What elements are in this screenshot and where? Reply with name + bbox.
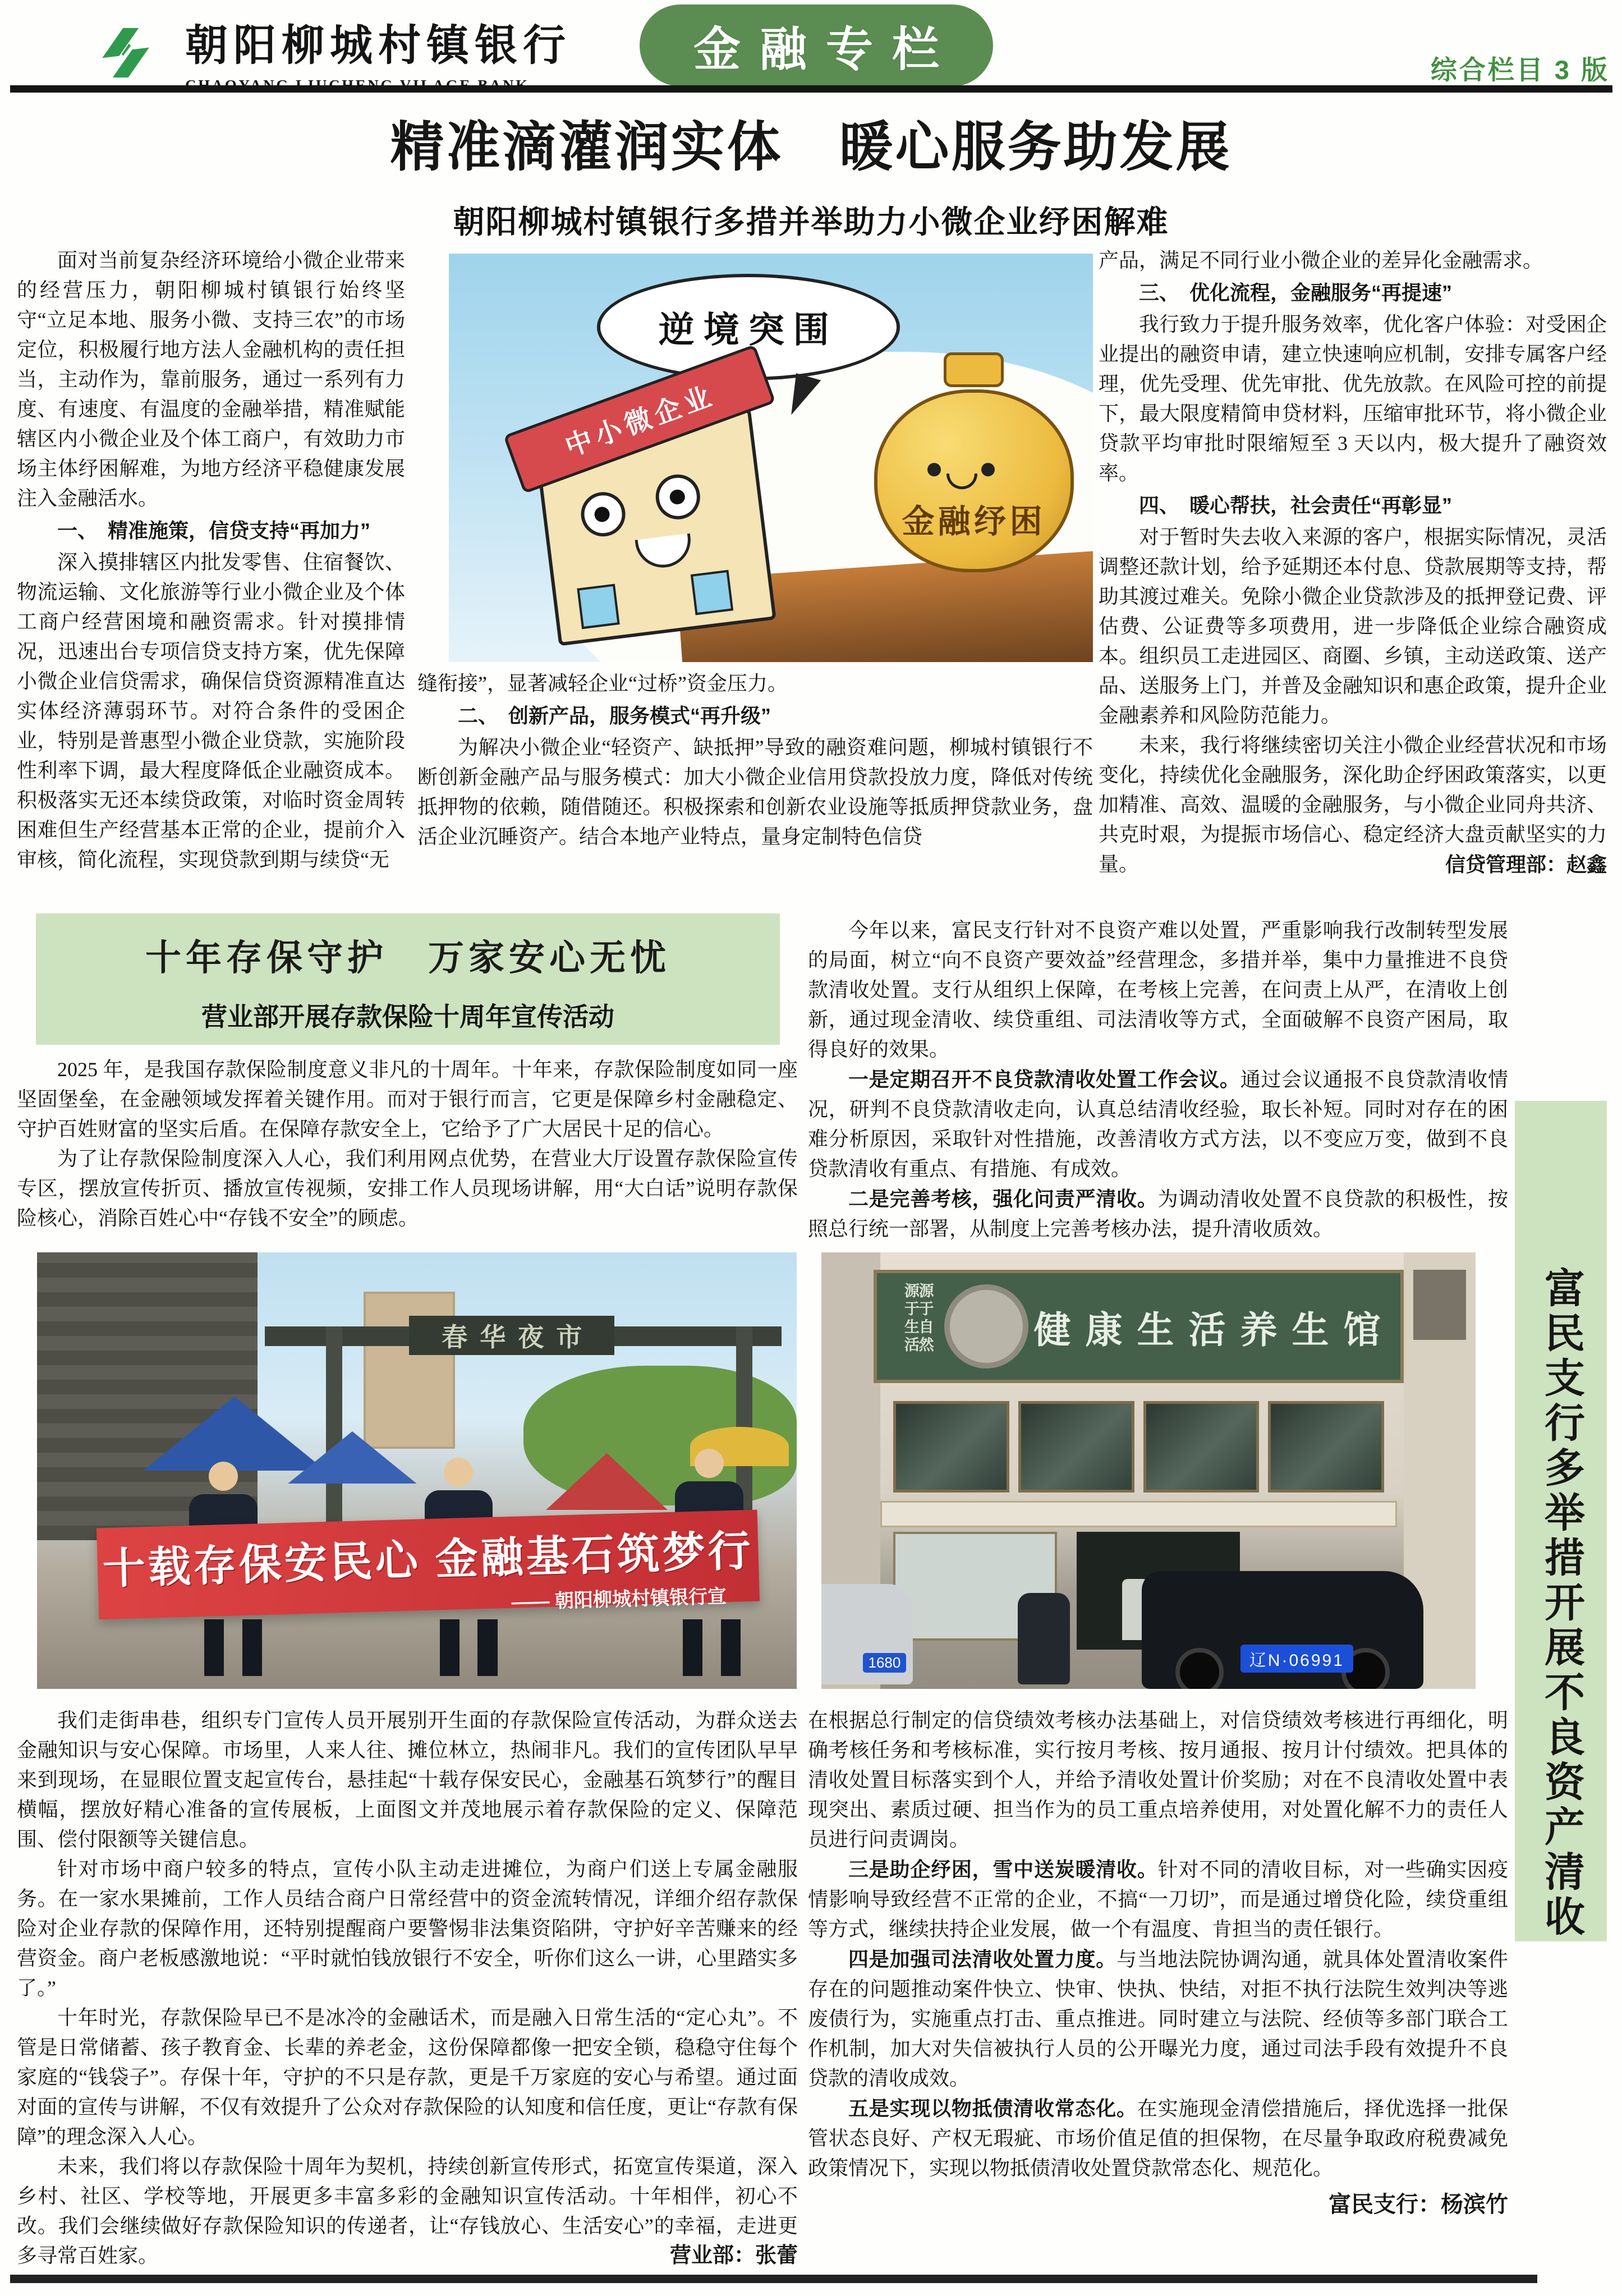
- storefront-sign: [874, 1270, 1403, 1383]
- paragraph-text: 为调动清收处置不良贷款的积极性，按照总行统一部署，从制度上完善考核办法，提升清收质效。: [808, 1188, 1508, 1240]
- section-heading: 一、 精准施策，信贷支持“再加力”: [57, 519, 371, 542]
- section-heading: 四、 暖心帮扶，社会责任“再彰显”: [1139, 494, 1453, 517]
- person-leg: [242, 1619, 262, 1676]
- bank-name-block: [185, 11, 571, 94]
- cartoon-illustration: [449, 254, 1093, 662]
- photo-red-banner: [97, 1509, 760, 1619]
- banner-sub-text: —— 朝阳柳城村镇银行宣: [511, 1585, 727, 1613]
- header-rule: [10, 85, 1612, 93]
- article1-title: 精准滴灌润实体 暖心服务助发展: [390, 117, 1232, 177]
- paragraph: [808, 1944, 1508, 2093]
- article2-subtitle: 营业部开展存款保险十周年宣传活动: [201, 1002, 614, 1031]
- paragraph: 深入摸排辖区内批发零售、住宿餐饮、物流运输、文化旅游等行业小微企业及个体工商户经营困境和融资需求。针对摸排情况，迅速出台专项信贷支持方案，优先保障小微企业信贷需求，确保信贷资源精准直达实体经济薄弱环节。对符合条件的受困企业，特别是普惠型小微企业贷款，实施阶段性利率下调，最大程度降低企业融资成本。积极落实无还本续贷政策，对临时资金周转困难但生产经营基本正常的企业，提前介入审核，简化流程，实现贷款到期与续贷“无: [17, 551, 405, 871]
- photo-gate-post: [326, 1326, 343, 1536]
- article1-byline: 信贷管理部：赵鑫: [1445, 853, 1607, 876]
- article3-body: [808, 1706, 1508, 2220]
- paragraph: 针对市场中商户较多的特点，宣传小队主动走进摊位，为商户们送上专属金融服务。在一家水果摊前，工作人员结合商户日常经营中的资金流转情况，详细介绍存款保险对企业存款的保障作用，还特别提醒商户要警惕非法集资陷阱，守护好辛苦赚来的经营资金。商户老板感激地说：“平时就怕钱放银行不安全，听你们这么一讲，心里踏实多了。”: [17, 1858, 798, 1999]
- article3-side-strip: [1515, 1101, 1607, 1941]
- car-wheel: [1175, 1648, 1223, 1689]
- upper-windows: [893, 1401, 1384, 1493]
- house-roof-banner: [503, 345, 776, 494]
- paragraph-text: 在实施现金清偿措施后，择优选择一批保管状态良好、产权无瑕疵、市场价值足值的担保物，在尽量争取政府税费减免政策情况下，实现以物抵债清收处置贷款常态化、规范化。: [808, 2097, 1508, 2179]
- person-leg: [204, 1619, 224, 1676]
- paragraph: 未来，我行将继续密切关注小微企业经营状况和市场变化，持续优化金融服务，深化助企纾困政策落实，以更加精准、高效、温暖的金融服务，与小微企业同舟共济、共克时艰，为提振市场信心、稳定经济大盘贡献坚实的力量。: [1099, 734, 1607, 875]
- paragraph: 未来，我们将以存款保险十周年为契机，持续创新宣传形式，拓宽宣传渠道，深入乡村、社区、学校等地，开展更多丰富多彩的金融知识宣传活动。十年相伴，初心不改。我们会继续做好存款保险知识的传递者，让“存钱放心、生活安心”的幸福，走进更多寻常百姓家。: [17, 2155, 798, 2267]
- photo-gate-sign: [409, 1316, 614, 1355]
- paragraph: [808, 2093, 1508, 2183]
- person-leg: [683, 1619, 702, 1676]
- paragraph: [808, 1064, 1508, 1184]
- license-plate: 辽N·06991: [1240, 1645, 1353, 1673]
- photo-window: [1268, 1401, 1384, 1493]
- sign-text: 健康生活养生馆: [1033, 1310, 1395, 1351]
- moneybag-label: 金融纾困: [902, 503, 1046, 540]
- article1-column-1: [17, 246, 405, 875]
- paragraph: 面对当前复杂经济环境给小微企业带来的经营压力，朝阳柳城村镇银行始终坚守“立足本地、服务小微、支持三农”的市场定位，积极履行地方法人金融机构的责任担当，主动作为，靠前服务，通过一系列有力度、有速度、有温度的金融举措，精准赋能辖区内小微企业及个体工商户，有效助力市场主体纾困解难，为地方经济平稳健康发展注入金融活水。: [17, 249, 405, 509]
- person-head: [695, 1449, 724, 1478]
- moneybag-body: [874, 389, 1074, 572]
- house-window: [691, 570, 734, 616]
- speech-bubble-text: 逆境突围: [658, 310, 838, 351]
- house-pupil: [669, 489, 686, 506]
- house-eye: [653, 472, 703, 522]
- paragraph: [808, 1184, 1508, 1244]
- person-leg: [721, 1619, 741, 1676]
- column-badge-label: 金融专栏: [693, 22, 958, 76]
- license-plate: 1680: [863, 1653, 907, 1673]
- moneybag-smile: [946, 474, 977, 489]
- paragraph-lead: 二是完善考核，强化问责严清收。: [848, 1187, 1158, 1210]
- article2-title-box: [36, 913, 780, 1045]
- house-mouth: [635, 534, 693, 571]
- paragraph: 缝衔接”，显著减轻企业“过桥”资金压力。: [417, 672, 788, 695]
- paragraph: 我行致力于提升服务效率，优化客户体验：对受困企业提出的融资申请，建立快速响应机制，安排专属客户经理，优先受理、优先审批、优先放款。在风险可控的前提下，最大限度精简申贷材料，压缩审批环节，将小微企业贷款平均审批时限缩短至 3 天以内，极大提升了融资效率。: [1099, 313, 1607, 484]
- person-head: [209, 1462, 238, 1491]
- paragraph: 为解决小微企业“轻资产、缺抵押”导致的融资难问题，柳城村镇银行不断创新金融产品与服务模式：加大小微企业信用贷款投放力度，降低对传统抵押物的依赖，随借随还。积极探索和创新农业设施等抵质押贷款业务，盘活企业沉睡资产。结合本地产业特点，量身定制特色信贷: [417, 736, 1093, 848]
- article3-byline: 富民支行：杨滨竹: [1329, 2192, 1508, 2217]
- paragraph-text: 与当地法院协调沟通，就具体处置清收案件存在的问题推动案件快立、快审、快执、快结，对拒不执行法院生效判决等逃废债行为，实施重点打击、重点推进。同时建立与法院、经侦等多部门联合工作机制，加大对失信被执行人员的公开曝光力度，通过司法手段有效提升不良贷款的清收成效。: [808, 1948, 1508, 2090]
- sign-side-text: 源于生活: [902, 1283, 919, 1355]
- paragraph-lead: 一是定期召开不良贷款清收处置工作会议。: [848, 1068, 1240, 1091]
- paragraph-lead: 五是实现以物抵债清收常态化。: [848, 2097, 1137, 2120]
- moneybag-eye: [981, 463, 995, 476]
- paragraph: 我们走街串巷，组织专门宣传人员开展别开生面的存款保险宣传活动，为群众送去金融知识与安心保障。市场里，人来人往、摊位林立，热闹非凡。我们的宣传团队早早来到现场，在显眼位置支起宣传台，悬挂起“十载存保安民心，金融基石筑梦行”的醒目横幅，摆放好精心准备的宣传展板，上面图文并茂地展示着存款保险的定义、保障范围、偿付限额等关键信息。: [17, 1709, 798, 1850]
- moneybag-character: [874, 343, 1074, 572]
- photo-storefront: [821, 1252, 1476, 1689]
- photo-window: [1413, 1270, 1465, 1339]
- house-pupil: [594, 506, 611, 523]
- paragraph: 为了让存款保险制度深入人心，我们利用网点优势，在营业大厅设置存款保险宣传专区，摆放宣传折页、播放宣传视频，安排工作人员现场讲解，用“大白话”说明存款保险核心，消除百姓心中“存钱不安全”的顾虑。: [17, 1147, 798, 1229]
- paragraph-text: 通过会议通报不良贷款清收情况，研判不良贷款清收走向，认真总结清收经验，取长补短。同时对存在的困难分析原因，采取针对性措施，改善清收方式方法，以不变应万变，做到不良贷款清收有重点、有措施、有成效。: [808, 1068, 1508, 1180]
- moneybag-knot: [944, 352, 1004, 387]
- paragraph: 今年以来，富民支行针对不良资产难以处置，严重影响我行改制转型发展的局面，树立“向不良资产要效益”经营理念，多措并举，集中力量推进不良贷款清收处置。支行从组织上保障，在考核上完善，在问责上从严，在清收上创新，通过现金清收、续贷重组、司法清收等方式，全面破解不良资产困局，取得良好的效果。: [808, 919, 1508, 1060]
- photo-market-campaign: [37, 1252, 797, 1689]
- person-leg: [440, 1619, 460, 1676]
- article3-vertical-title: 富民支行多举措开展不良资产清收: [1538, 1267, 1583, 1940]
- bottom-rule: [10, 2275, 1537, 2283]
- article1-subtitle: 朝阳柳城村镇银行多措并举助力小微企业纾困解难: [453, 205, 1169, 240]
- house-character: [534, 381, 777, 646]
- article2-intro: [17, 1055, 798, 1233]
- person-head: [444, 1458, 473, 1487]
- paragraph: [808, 1854, 1508, 1944]
- photo-window: [1143, 1401, 1260, 1493]
- sign-emblem: [944, 1284, 1028, 1369]
- house-window: [577, 584, 620, 630]
- paragraph: 对于暂时失去收入来源的客户，根据实际情况，灵活调整还款计划，给予延期还本付息、贷款展期等支持，帮助其渡过难关。免除小微企业贷款涉及的抵押登记费、评估费、公证费等多项费用，进一步降低企业综合融资成本。组织员工走进园区、商圈、乡镇，主动送政策、送产品、送服务上门，并普及金融知识和惠企政策，提升企业金融素养和风险防范能力。: [1099, 526, 1607, 727]
- photo-window: [893, 1401, 1009, 1493]
- gate-sign-text: 春华夜市: [442, 1323, 595, 1352]
- article2-body: [17, 1706, 798, 2271]
- house-label: 中小微企业: [562, 381, 720, 463]
- photo-scooter: [1018, 1593, 1070, 1684]
- paragraph: 产品，满足不同行业小微企业的差异化金融需求。: [1099, 249, 1543, 272]
- facade-band: [880, 1501, 1397, 1527]
- paragraph-lead: 四是加强司法清收处置力度。: [848, 1948, 1117, 1971]
- column-badge: [640, 4, 993, 86]
- article3-intro: [808, 916, 1508, 1244]
- paragraph: 在根据总行制定的信贷绩效考核办法基础上，对信贷绩效考核进行再细化，明确考核任务和考核标准，实行按月考核、按月通报、按月计付绩效。把具体的清收处置目标落实到个人，并给予清收处置计价奖励；对在不良清收处置中表现突出、素质过硬、担当作为的员工重点培养使用，对处置化解不力的责任人员进行问责调岗。: [808, 1709, 1508, 1850]
- photo-car-silver: [821, 1584, 913, 1684]
- section-heading: 二、 创新产品，服务模式“再升级”: [458, 704, 771, 727]
- person-leg: [477, 1619, 497, 1676]
- paragraph-lead: 三是助企纾困，雪中送炭暖清收。: [848, 1858, 1158, 1881]
- photo-window: [1018, 1401, 1134, 1493]
- page-section-label: 综合栏目 3 版: [1430, 55, 1610, 85]
- photo-car-black: [1142, 1571, 1423, 1689]
- banner-main-text: 十载存保安民心 金融基石筑梦行: [102, 1527, 755, 1593]
- house-eye: [578, 490, 628, 540]
- article1-column-2: [417, 669, 1093, 852]
- section-heading: 三、 优化流程，金融服务“再提速”: [1139, 281, 1453, 304]
- article2-byline: 营业部：张蕾: [669, 2244, 798, 2267]
- masthead: [83, 11, 571, 94]
- paragraph-text: 针对不同的清收目标，对一些确实因疫情影响导致经营不正常的企业，不搞“一刀切”，而是通过增贷化险，续贷重组等方式，继续扶持企业发展，做一个有温度、肯担当的责任银行。: [808, 1858, 1508, 1940]
- article1-column-3: [1099, 246, 1607, 879]
- moneybag-eye: [927, 463, 941, 476]
- paragraph: 2025 年，是我国存款保险制度意义非凡的十周年。十年来，存款保险制度如同一座坚固堡垒，在金融领域发挥着关键作用。而对于银行而言，它更是保障乡村金融稳定、守护百姓财富的坚实后盾。在保障存款安全上，它给予了广大居民十足的信心。: [17, 1058, 798, 1140]
- sign-side-text: 源于自然: [916, 1283, 934, 1355]
- bank-logo-icon: [83, 20, 168, 85]
- article2-title: 十年存保守护 万家安心无忧: [145, 938, 670, 978]
- paragraph: 十年时光，存款保险早已不是冰冷的金融话术，而是融入日常生活的“定心丸”。不管是日常储蓄、孩子教育金、长辈的养老金，这份保障都像一把安全锁，稳稳守住每个家庭的“钱袋子”。存保十年，守护的不只是存款，更是千万家庭的安心与希望。通过面对面的宣传与讲解，不仅有效提升了公众对存款保险的认知度和信任度，更让“存款有保障”的理念深入人心。: [17, 2006, 798, 2148]
- bank-name: 朝阳柳城村镇银行: [185, 22, 571, 70]
